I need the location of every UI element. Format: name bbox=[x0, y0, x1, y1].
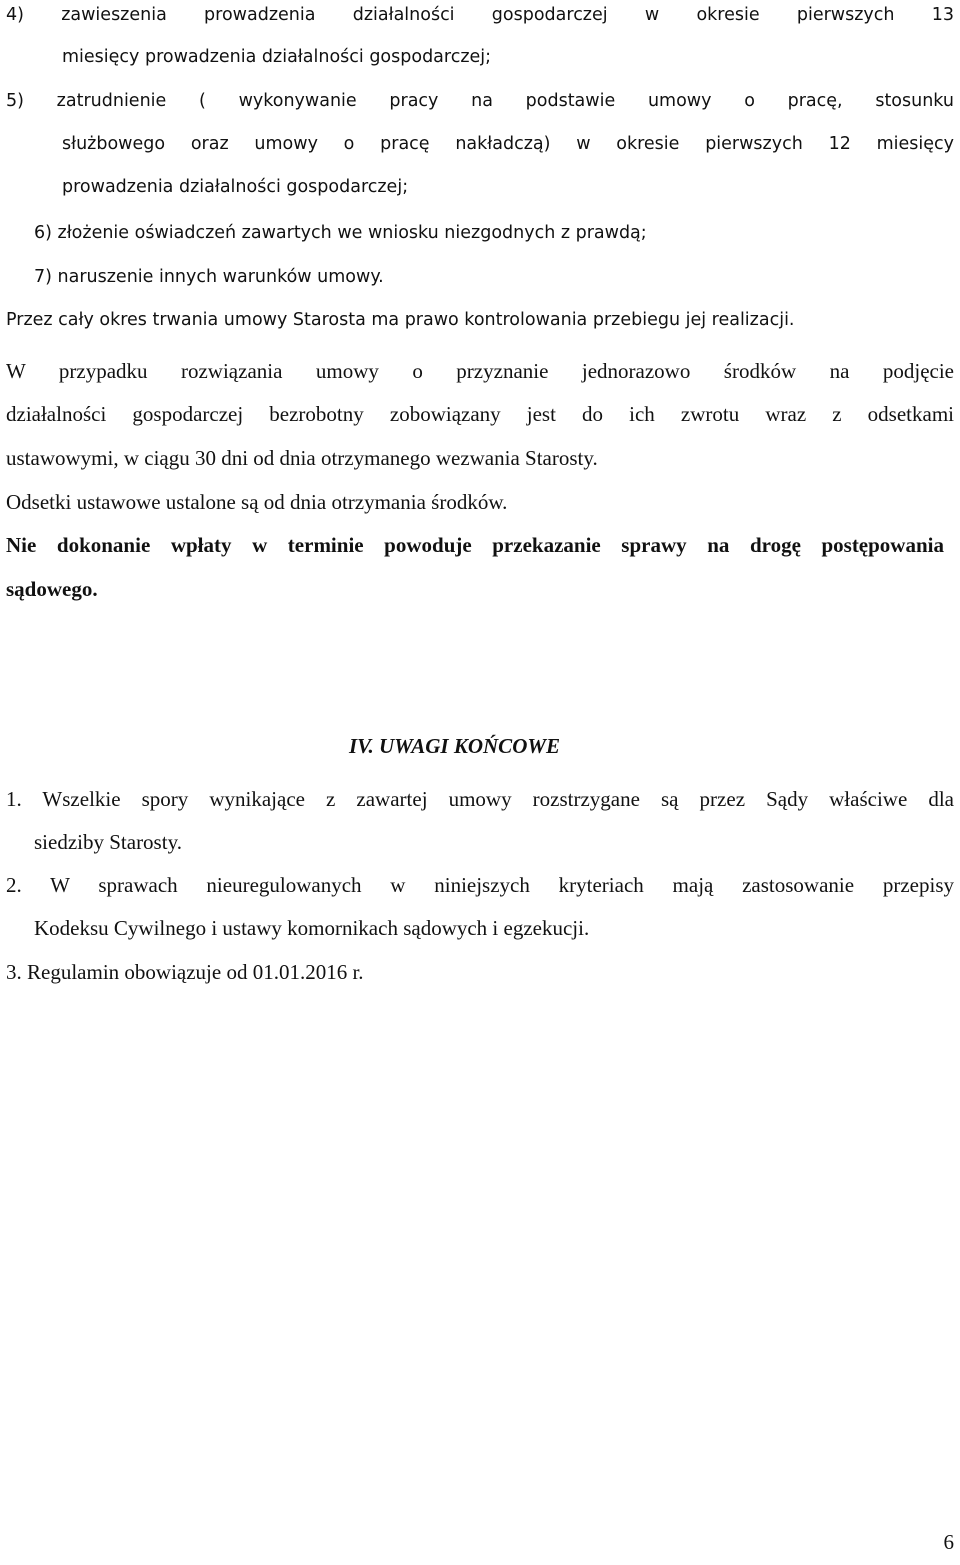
final-item-2-continuation: Kodeksu Cywilnego i ustawy komornikach sądowych i egzekucji. bbox=[34, 916, 590, 940]
section-heading: IV. UWAGI KOŃCOWE bbox=[349, 734, 561, 758]
list-item-4-continuation: miesięcy prowadzenia działalności gospodarczej; bbox=[62, 47, 492, 67]
page-number: 6 bbox=[943, 1530, 954, 1554]
paragraph-termination-line-1: W przypadku rozwiązania umowy o przyznanie jednorazowo środków na podjęcie bbox=[6, 359, 954, 383]
final-item-2: 2. W sprawach nieuregulowanych w niniejszych kryteriach mają zastosowanie przepisy bbox=[6, 873, 954, 897]
final-item-3: 3. Regulamin obowiązuje od 01.01.2016 r. bbox=[6, 960, 364, 984]
paragraph-termination-line-2: działalności gospodarczej bezrobotny zobowiązany jest do ich zwrotu wraz z odsetkami bbox=[6, 402, 954, 426]
list-item-5-continuation-1: służbowego oraz umowy o pracę nakładczą) w okresie pierwszych 12 miesięcy bbox=[62, 134, 954, 154]
paragraph-control: Przez cały okres trwania umowy Starosta ma prawo kontrolowania przebiegu jej realizacji. bbox=[6, 310, 795, 330]
list-item-6: 6) złożenie oświadczeń zawartych we wniosku niezgodnych z prawdą; bbox=[34, 223, 647, 243]
paragraph-warning-line-2: sądowego. bbox=[6, 577, 98, 601]
list-item-5-continuation-2: prowadzenia działalności gospodarczej; bbox=[62, 177, 409, 197]
final-item-1: 1. Wszelkie spory wynikające z zawartej umowy rozstrzygane są przez Sądy właściwe dla bbox=[6, 787, 954, 811]
paragraph-termination-line-3: ustawowymi, w ciągu 30 dni od dnia otrzymanego wezwania Starosty. bbox=[6, 446, 598, 470]
list-item-7: 7) naruszenie innych warunków umowy. bbox=[34, 267, 384, 287]
paragraph-warning-line-1: Nie dokonanie wpłaty w terminie powoduje przekazanie sprawy na drogę postępowania bbox=[6, 533, 944, 557]
paragraph-interest: Odsetki ustawowe ustalone są od dnia otrzymania środków. bbox=[6, 490, 508, 514]
list-item-4: 4) zawieszenia prowadzenia działalności gospodarczej w okresie pierwszych 13 bbox=[6, 5, 954, 25]
final-item-1-continuation: siedziby Starosty. bbox=[34, 830, 182, 854]
list-item-5: 5) zatrudnienie ( wykonywanie pracy na podstawie umowy o pracę, stosunku bbox=[6, 91, 954, 111]
